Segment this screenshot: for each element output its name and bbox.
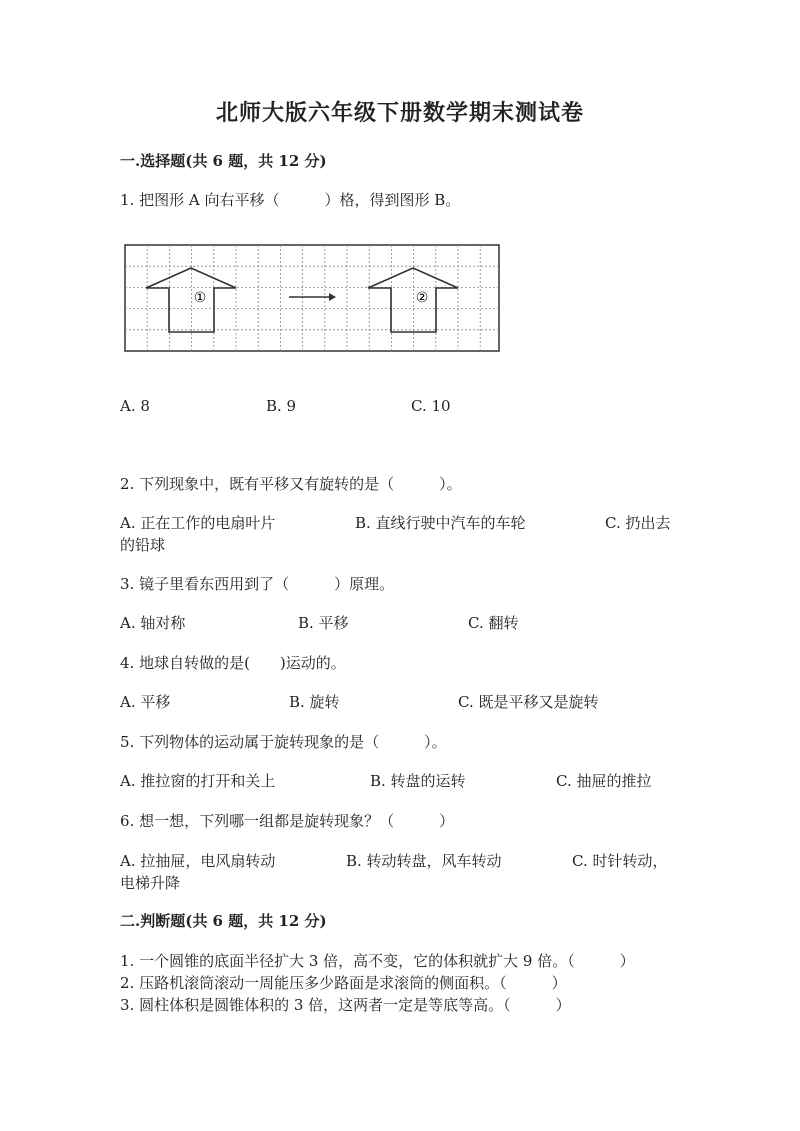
- tf-question-1: 1. 一个圆锥的底面半径扩大 3 倍，高不变，它的体积就扩大 9 倍。（ ）: [120, 952, 635, 970]
- q2-option-a: A. 正在工作的电扇叶片: [120, 514, 276, 532]
- q1-option-b: B. 9: [266, 397, 297, 415]
- grid-border: [125, 245, 499, 351]
- q2-option-b: B. 直线行驶中汽车的车轮: [355, 514, 526, 532]
- question-6: 6. 想一想，下列哪一组都是旋转现象？（ ）: [120, 812, 455, 830]
- section-heading-choice: 一.选择题(共 6 题，共 12 分): [120, 152, 327, 170]
- tf-question-2: 2. 压路机滚筒滚动一周能压多少路面是求滚筒的侧面积。（ ）: [120, 974, 567, 992]
- question-4: 4. 地球自转做的是( )运动的。: [120, 654, 346, 672]
- q5-option-a: A. 推拉窗的打开和关上: [120, 772, 276, 790]
- q2-option-c-wrap: 的铅球: [120, 536, 166, 554]
- shape-a-label: ①: [193, 290, 207, 306]
- q6-option-c-wrap: 电梯升降: [120, 874, 181, 892]
- q3-option-b: B. 平移: [298, 614, 349, 632]
- q4-option-a: A. 平移: [120, 693, 171, 711]
- q4-option-c: C. 既是平移又是旋转: [458, 693, 599, 711]
- q1-option-c: C. 10: [411, 397, 451, 415]
- question-5: 5. 下列物体的运动属于旋转现象的是（ ）。: [120, 733, 447, 751]
- q2-option-c: C. 扔出去: [605, 514, 671, 532]
- shape-b-label: ②: [415, 290, 429, 306]
- question-1: 1. 把图形 A 向右平移（ ）格，得到图形 B。: [120, 191, 461, 209]
- q6-option-c: C. 时针转动，: [572, 852, 668, 870]
- section-heading-judge: 二.判断题(共 6 题，共 12 分): [120, 912, 327, 930]
- q6-option-a: A. 拉抽屉，电风扇转动: [120, 852, 276, 870]
- tf-question-3: 3. 圆柱体积是圆锥体积的 3 倍，这两者一定是等底等高。（ ）: [120, 996, 571, 1014]
- q4-option-b: B. 旋转: [289, 693, 340, 711]
- q5-option-b: B. 转盘的运转: [370, 772, 466, 790]
- page-title: 北师大版六年级下册数学期末测试卷: [215, 100, 584, 126]
- q5-option-c: C. 抽屉的推拉: [556, 772, 652, 790]
- q6-option-b: B. 转动转盘，风车转动: [346, 852, 502, 870]
- question-2: 2. 下列现象中，既有平移又有旋转的是（ ）。: [120, 475, 462, 493]
- translation-figure: [124, 244, 504, 358]
- q3-option-c: C. 翻转: [468, 614, 519, 632]
- q1-option-a: A. 8: [120, 397, 150, 415]
- grid-diagram: [124, 244, 504, 354]
- question-3: 3. 镜子里看东西用到了（ ）原理。: [120, 575, 395, 593]
- q3-option-a: A. 轴对称: [120, 614, 186, 632]
